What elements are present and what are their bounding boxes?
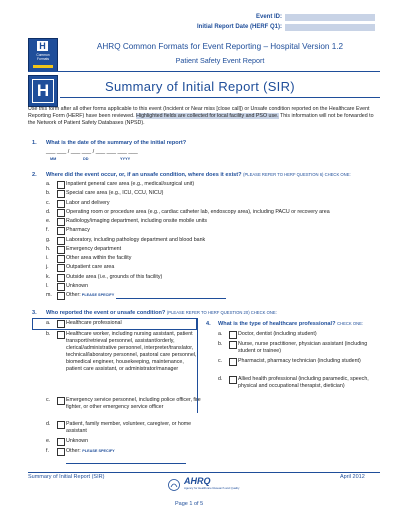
checkbox[interactable] xyxy=(229,376,237,384)
option-label: Emergency department xyxy=(66,245,122,252)
checkbox[interactable] xyxy=(57,264,65,272)
header-divider xyxy=(28,71,380,72)
checkbox[interactable] xyxy=(57,227,65,235)
option-label: Operating room or procedure area (e.g., cardiac catheter lab, endoscopy area), including PACU or recovery area xyxy=(66,208,330,215)
specify-label: PLEASE SPECIFY xyxy=(80,293,115,297)
footer-date: April 2012 xyxy=(340,474,365,480)
checkbox[interactable] xyxy=(57,438,65,446)
q2-options: a. Inpatient general care area (e.g., medical/surgical unit) b. Special care area (e.g., ICU, CCU, NICU) c. Labor and delivery d. Operating room or procedure area (e.g., cardiac catheter lab, endoscopy area), including PACU or recovery area e. Radiology/imaging department, including onsite mobile units f. Pharmacy g. Laboratory, including pathology department and blood bank h. Emergency department i. Other area within the facility j. Outpatient care area k. Outside area (i.e., grounds of this facility) l. Unknown m. Other: PLEASE SPECIFY xyxy=(46,181,330,298)
checkbox[interactable] xyxy=(57,292,65,300)
checkbox[interactable] xyxy=(57,218,65,226)
page-number: Page 1 of 5 xyxy=(175,501,204,507)
checkbox[interactable] xyxy=(57,283,65,291)
checkbox[interactable] xyxy=(229,341,237,349)
q2-question: Where did the event occur, or, if an unsafe condition, where does it exist? (PLEASE REFER TO HERF QUESTION 6) CHECK ONE: xyxy=(46,172,351,178)
form-subtitle: Patient Safety Event Report xyxy=(175,56,265,65)
checkbox[interactable] xyxy=(57,331,65,339)
logo-text: Common Formats xyxy=(36,53,50,61)
report-date-label: Initial Report Date (HERF Q1): xyxy=(196,24,282,30)
option-label: Pharmacy xyxy=(66,227,90,234)
event-id-field[interactable] xyxy=(285,14,375,21)
ahrq-logo: AHRQ xyxy=(184,476,211,486)
other-specify-line[interactable] xyxy=(116,292,226,299)
option-label: Laboratory, including pathology department and blood bank xyxy=(66,236,206,243)
checkbox[interactable] xyxy=(57,190,65,198)
checkbox[interactable] xyxy=(57,200,65,208)
q1-question: What is the date of the summary of the initial report? xyxy=(46,140,187,146)
intro-highlight-note: Highlighted fields are collected for local facility and PSO use. xyxy=(136,113,279,120)
option-label: Other: PLEASE SPECIFY xyxy=(66,292,226,299)
footer-form-name: Summary of Initial Report (SIR) xyxy=(28,474,105,480)
option-label: Outpatient care area xyxy=(66,264,115,271)
checkbox[interactable] xyxy=(57,274,65,282)
checkbox[interactable] xyxy=(229,331,237,339)
q3-other-line[interactable] xyxy=(66,463,186,464)
hhs-eagle-icon xyxy=(168,478,180,492)
checkbox[interactable] xyxy=(57,255,65,263)
option-label: Unknown xyxy=(66,282,89,289)
intro-paragraph: Use this form after all other forms applicable to this event (Incident or Near miss [close call]) or Unsafe condition reported on the Healthcare Event Reporting Form (HERF) have been reviewed. Highlighted fields are collected for local facility and PSO use. This information will not be forwarded to the Network of Patient Safety Databases (NPSD). xyxy=(28,106,374,127)
report-date-field[interactable] xyxy=(285,24,375,31)
q3-question: Who reported the event or unsafe condition? (PLEASE REFER TO HERF QUESTION 20) CHECK ONE: xyxy=(46,310,277,316)
checkbox[interactable] xyxy=(57,181,65,189)
option-label: Inpatient general care area (e.g., medical/surgical unit) xyxy=(66,181,195,187)
checkbox[interactable] xyxy=(57,246,65,254)
page-title: Summary of Initial Report (SIR) xyxy=(105,79,295,94)
q1-date-input[interactable]: ___ ___ / ___ ___ / ___ ___ ___ ___ xyxy=(46,149,138,155)
hospital-h-icon-large: H xyxy=(28,75,58,107)
checkbox[interactable] xyxy=(57,320,65,328)
checkbox[interactable] xyxy=(57,421,65,429)
q4-question: What is the type of healthcare professional? CHECK ONE: xyxy=(218,321,364,327)
checkbox[interactable] xyxy=(57,397,65,405)
common-formats-logo xyxy=(28,38,58,72)
ahrq-subtitle: Agency for Healthcare Research and Quality xyxy=(184,486,240,490)
option-label: Special care area (e.g., ICU, CCU, NICU) xyxy=(66,190,164,197)
q3-option-a[interactable]: a. Healthcare professional xyxy=(46,320,122,326)
event-id-label: Event ID: xyxy=(255,14,282,20)
checkbox[interactable] xyxy=(57,237,65,245)
option-label: Labor and delivery xyxy=(66,199,110,206)
option-label: Outside area (i.e., grounds of this facility) xyxy=(66,273,163,280)
option-label: Other area within the facility xyxy=(66,255,132,261)
checkbox[interactable] xyxy=(57,448,65,456)
form-series-title: AHRQ Common Formats for Event Reporting – Hospital Version 1.2 xyxy=(96,42,344,51)
option-label: Radiology/imaging department, including onsite mobile units xyxy=(66,218,208,224)
checkbox[interactable] xyxy=(229,358,237,366)
hospital-h-icon: H xyxy=(37,41,48,51)
checkbox[interactable] xyxy=(57,209,65,217)
